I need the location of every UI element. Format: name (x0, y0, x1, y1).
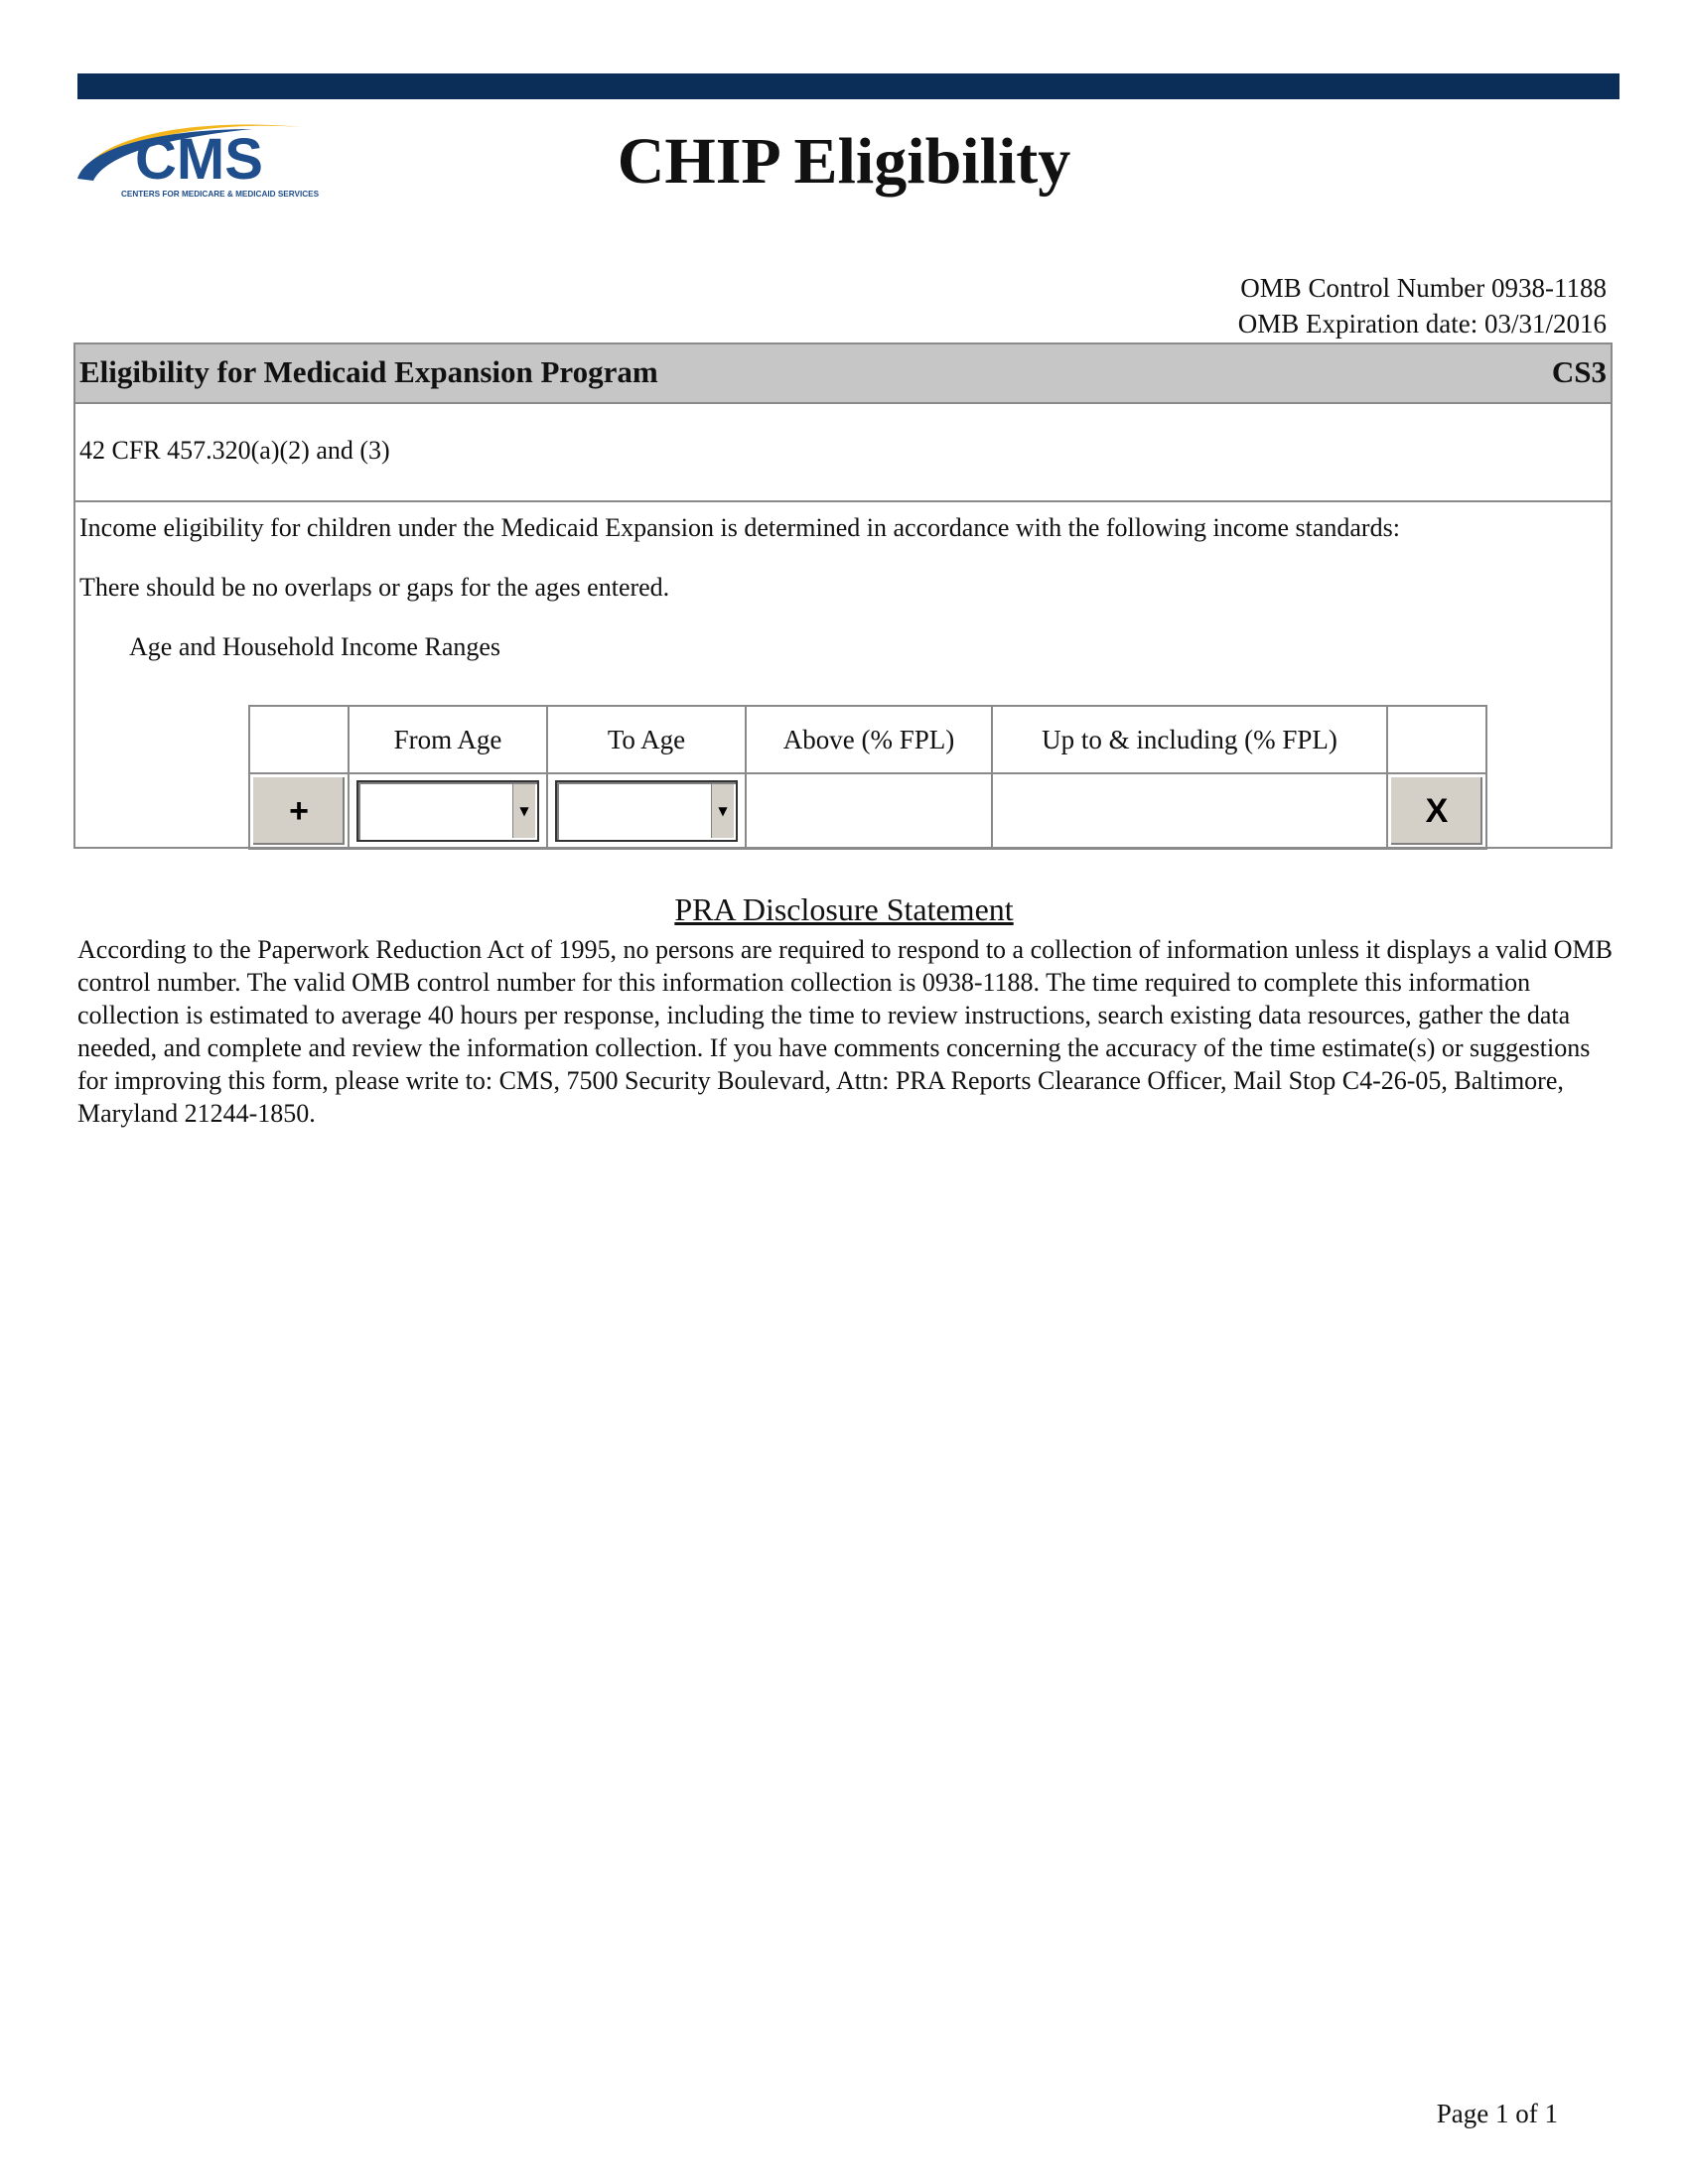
section-title: Eligibility for Medicaid Expansion Program (79, 354, 658, 389)
page-number: Page 1 of 1 (1436, 2099, 1558, 2128)
logo-subtext: CENTERS FOR MEDICARE & MEDICAID SERVICES (121, 190, 320, 199)
cfr-reference: 42 CFR 457.320(a)(2) and (3) (79, 436, 390, 465)
above-fpl-input[interactable] (746, 773, 992, 849)
to-age-select[interactable] (555, 780, 738, 842)
header-add-col (249, 706, 349, 773)
remove-row-button[interactable]: X (1389, 775, 1484, 847)
pra-title: PRA Disclosure Statement (674, 891, 1014, 927)
page-title: CHIP Eligibility (617, 125, 1071, 198)
from-age-cell (349, 773, 547, 849)
header-to-age: To Age (547, 706, 746, 773)
remove-cell (1387, 773, 1486, 849)
income-eligibility-text: Income eligibility for children under the Medicaid Expansion is determined in accordance with the following income standards: (79, 513, 1400, 542)
top-banner-bar (77, 73, 1619, 99)
ranges-label: Age and Household Income Ranges (129, 632, 501, 661)
up-to-fpl-input[interactable] (992, 773, 1387, 849)
header-above-fpl: Above (% FPL) (746, 706, 992, 773)
no-overlaps-text: There should be no overlaps or gaps for the ages entered. (79, 573, 670, 602)
header-remove-col (1387, 706, 1486, 773)
logo-text: CMS (135, 127, 263, 192)
table-header-row (249, 706, 1486, 773)
header-from-age: From Age (349, 706, 547, 773)
income-ranges-table (248, 705, 1487, 850)
header-up-to-fpl: Up to & including (% FPL) (992, 706, 1387, 773)
omb-control-number: OMB Control Number 0938-1188 (1240, 273, 1607, 303)
add-cell (249, 773, 349, 849)
eligibility-section (73, 342, 1613, 849)
add-row-button[interactable]: + (251, 775, 347, 847)
omb-expiration-date: OMB Expiration date: 03/31/2016 (1237, 309, 1607, 339)
omb-info (1238, 270, 1607, 341)
table-row (249, 773, 1486, 849)
section-header (75, 344, 1611, 404)
pra-body: According to the Paperwork Reduction Act of 1995, no persons are required to respond to a collection of information unless it displays a valid OMB control number. The valid OMB control number for this information collection is 0938-1188. The time required to complete this information collection is estimated to average 40 hours per response, including the time to review instructions, search existing data resources, gather the data needed, and complete and review the information collection. If you have comments concerning the accuracy of the time estimate(s) or suggestions for improving this form, please write to: CMS, 7500 Security Boulevard, Attn: PRA Reports Clearance Officer, Mail Stop C4-26-05, Baltimore, Maryland 21244-1850. (77, 935, 1613, 1128)
section-divider (75, 500, 1611, 502)
to-age-cell (547, 773, 746, 849)
section-code: CS3 (1551, 354, 1607, 389)
from-age-select[interactable] (356, 780, 539, 842)
chevron-down-icon[interactable]: ▼ (512, 784, 535, 838)
chevron-down-icon[interactable]: ▼ (711, 784, 734, 838)
